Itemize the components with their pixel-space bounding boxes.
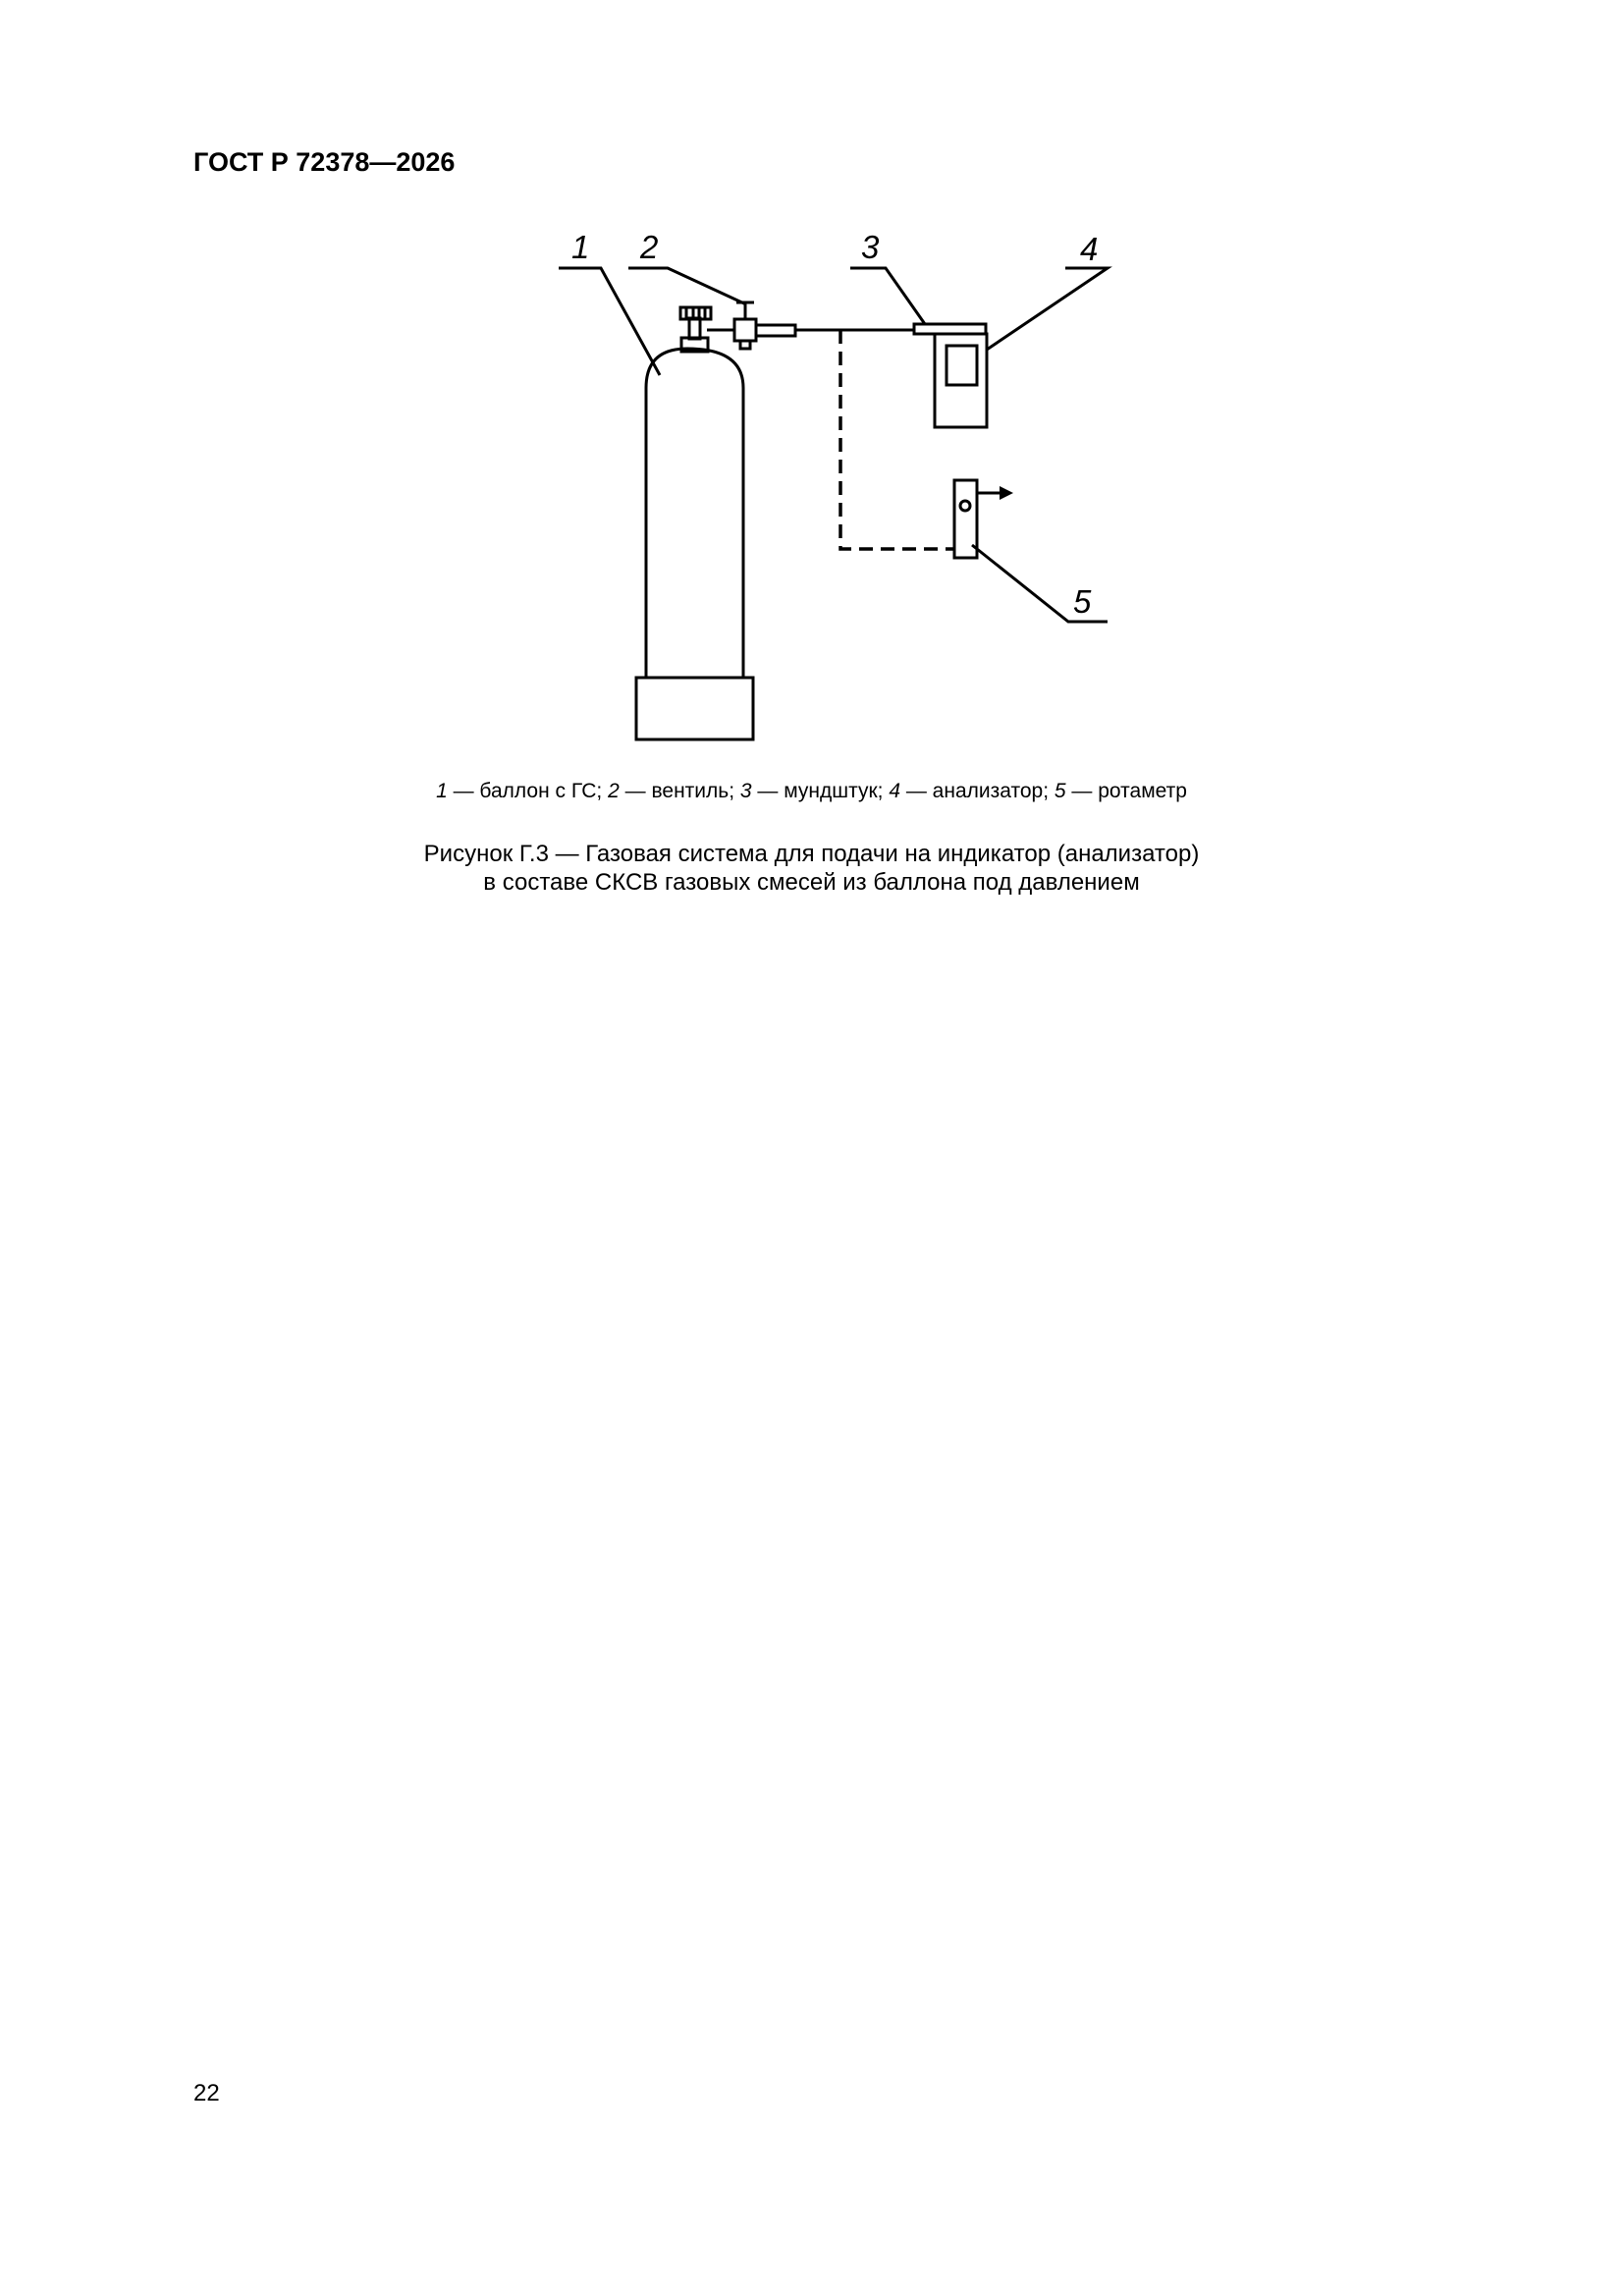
legend-text-4: — анализатор; [900, 780, 1055, 802]
legend-num-5: 5 [1054, 780, 1066, 802]
callout-1: 1 [571, 229, 590, 265]
outlet-nozzle [756, 325, 795, 336]
caption-line-1: Рисунок Г.3 — Газовая система для подачи на индикатор (анализатор) [423, 841, 1200, 867]
legend-num-1: 1 [436, 780, 448, 802]
legend-num-3: 3 [739, 780, 752, 802]
legend-text-5: — ротаметр [1065, 780, 1187, 802]
page-number: 22 [193, 2080, 220, 2106]
analyzer-body [935, 334, 987, 427]
legend-num-2: 2 [608, 780, 620, 802]
cylinder-base [636, 678, 753, 739]
callout-3: 3 [861, 229, 880, 265]
legend-text-1: — баллон с ГС; [447, 780, 609, 802]
figure-legend [0, 780, 1623, 803]
legend-num-4: 4 [889, 780, 901, 802]
document-code-header: ГОСТ Р 72378—2026 [193, 147, 456, 177]
caption-line-2: в составе СКСВ газовых смесей из баллона под давлением [483, 869, 1140, 896]
valve-stem [689, 318, 700, 339]
valve-body [734, 319, 756, 341]
figure-caption [0, 840, 1623, 897]
legend-text-2: — вентиль; [619, 780, 740, 802]
legend-text-3: — мундштук; [751, 780, 890, 802]
callout-2: 2 [640, 229, 659, 265]
rotameter-float [960, 501, 970, 511]
callout-5: 5 [1073, 583, 1092, 620]
exhaust-arrow [1000, 486, 1013, 500]
callout-4: 4 [1080, 231, 1099, 267]
gas-cylinder [646, 349, 743, 678]
bypass-line [840, 330, 954, 549]
analyzer-display [947, 346, 977, 385]
